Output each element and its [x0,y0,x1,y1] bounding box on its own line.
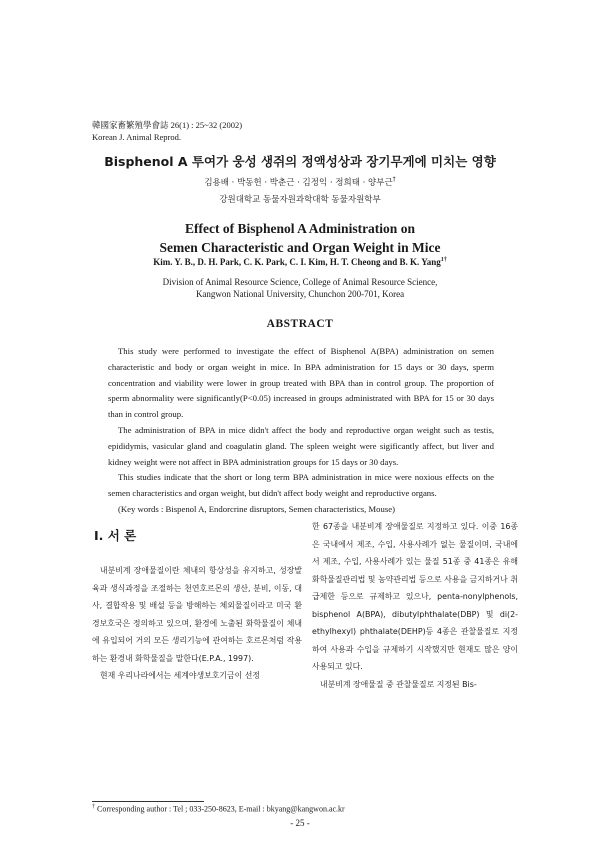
page-number: - 25 - [290,818,310,828]
section-heading-introduction: Ⅰ. 서 론 [94,528,137,543]
intro-paragraph-3: 한 67종을 내분비계 장애물질로 지정하고 있다. 이중 16종은 국내에서 제조, 수입, 사용사례가 없는 물질이며, 국내에서 제조, 수입, 사용사례가 있는 물질 51종 중 41종은 유해화학물질관리법 및 농약관리법 등으로 사용을 금지하거나 취급제한 등으로 규제하고 있으나, penta-nonylphenols, bisphenol A(BPA), dibutylphthalate(DBP) 및 di(2-ethylhexyl) phthalate(DEHP)등 4종은 관찰물질로 지정하여 사용과 수입을 규제하기 시작했지만 현재도 많은 양이 사용되고 있다. [312,522,518,671]
abstract-body [108,344,494,518]
authors-korean-names: 김용배 · 박동헌 · 박춘근 · 김정익 · 정희태 · 양부근 [204,178,393,188]
authors-english-names: Kim. Y. B., D. H. Park, C. K. Park, C. I. Kim, H. T. Cheong and B. K. Yang [153,257,441,267]
journal-name-en: Korean J. Animal Reprod. [92,131,181,142]
title-korean: Bisphenol A 투여가 웅성 생쥐의 정액성상과 장기무게에 미치는 영향 [104,154,496,169]
intro-paragraph-4: 내분비계 장애물질 중 관찰물질로 지정된 Bis- [320,679,477,689]
affiliation-korean: 강원대학교 동물자원과학대학 동물자원학부 [219,195,381,205]
intro-paragraph-2: 현재 우리나라에서는 세계야생보호기금이 선정 [100,671,260,680]
title-english-line2: Semen Characteristic and Organ Weight in Mice [159,240,441,255]
authors-english [0,257,600,267]
affiliation-english [0,276,600,300]
abstract-keywords: (Key words : Bispenol A, Endorcrine disruptors, Semen characteristics, Mouse) [118,503,395,514]
left-column-text [92,562,302,685]
abstract-paragraph-3: This studies indicate that the short or long term BPA administration in mice were noxious effects on the semen characteristics and organ weight, but didn't affect body weight and reproductive organs. [108,472,494,499]
left-column [92,520,302,685]
title-english-line1: Effect of Bisphenol A Administration on [185,221,415,236]
right-column [312,518,518,693]
authors-korean [0,176,600,188]
right-column-text [312,518,518,693]
footnote-mark: † [92,804,95,810]
title-english [0,219,600,257]
footnote-divider [92,801,204,802]
authors-english-mark: 1† [440,257,447,263]
affiliation-english-line1: Division of Animal Resource Science, College of Animal Resource Science, [162,277,438,287]
journal-info [92,120,242,143]
intro-paragraph-1: 내분비계 장애물질이란 체내의 항상성을 유지하고, 성장발육과 생식과정을 조절하는 천연호르몬의 생산, 분비, 이동, 대사, 결합작용 및 배설 등을 방해하는 체외물질이라고 미국 환경보호국은 정의하고 있으며, 환경에 노출된 화학물질이 체내에 유입되어 거의 모든 생리기능에 관여하는 호르몬처럼 작용하는 환경내 화학물질을 말한다(E.P.A., 1997). [92,566,302,663]
journal-citation: 韓國家畜繁殖學會誌 26(1) : 25~32 (2002) [92,120,243,130]
footnote [92,804,345,814]
affiliation-english-line2: Kangwon National University, Chunchon 200-701, Korea [195,289,405,299]
abstract-paragraph-1: This study were performed to investigate the effect of Bisphenol A(BPA) administration on semen characteristic and body or organ weight in mice. In BPA administration for 15 days or 30 days, sperm concentration and viability were lower in group treated with BPA than in control group. The proportion of sperm abnormality were significantly(P<0.05) increased in groups administrated with BPA for 15 or 30 days than in control group. [108,346,494,420]
corresponding-mark: † [392,176,396,184]
abstract-paragraph-2: The administration of BPA in mice didn't affect the body and reproductive organ weight such as testis, epididymis, vasicular gland and coagulatin gland. The spleen weight were sigificantly affect, but liver and kidney weight were not affect in BPA administration groups for 15 days or 30 days. [108,424,494,467]
abstract-heading: ABSTRACT [266,318,334,330]
footnote-text: Corresponding author : Tel ; 033-250-8623, E-mail : bkyang@kangwon.ac.kr [97,804,345,814]
